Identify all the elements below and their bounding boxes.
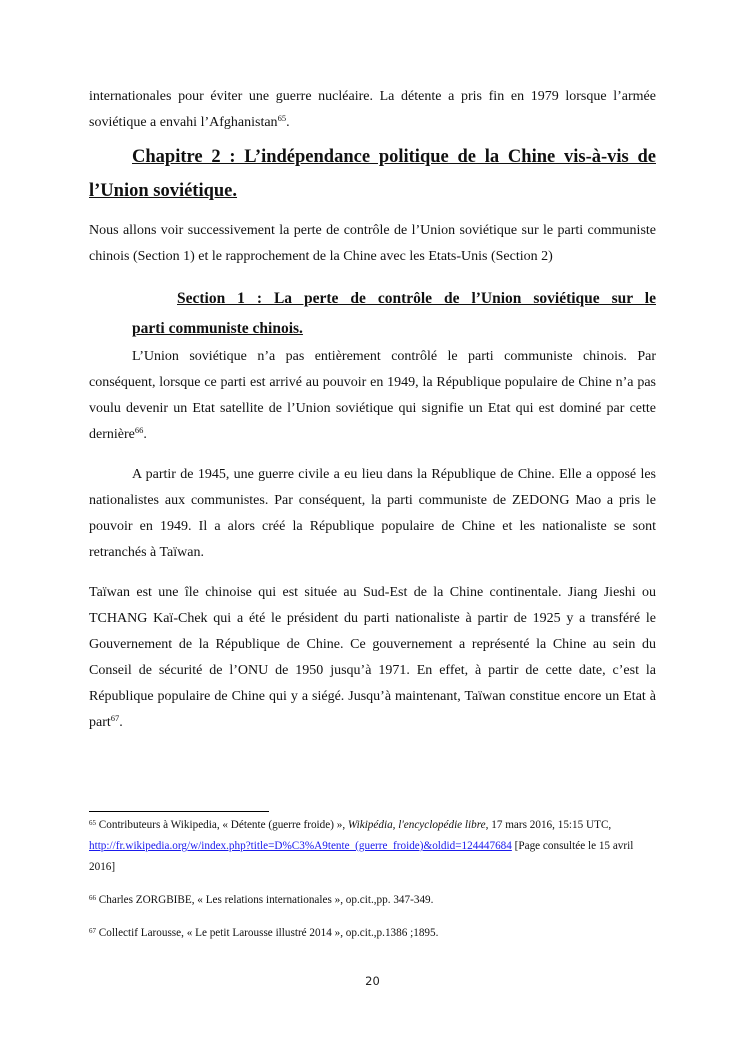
page-number: 20	[365, 974, 380, 988]
footnote-67-number: 67	[89, 927, 96, 935]
intro-paragraph	[89, 84, 656, 136]
paragraph-1-end: .	[143, 427, 147, 442]
footnotes	[89, 815, 656, 944]
chapter-intro-paragraph: Nous allons voir successivement la perte de contrôle de l’Union soviétique sur le parti communiste chinois (Section 1) et le rapprochement de la Chine avec les Etats-Unis (Section 2)	[89, 223, 656, 264]
paragraph-3-text: Taïwan est une île chinoise qui est située au Sud-Est de la Chine continentale. Jiang Jieshi ou TCHANG Kaï-Chek qui a été le président du parti nationaliste à partir de 1925 y a transféré le Gouvernement de la République de Chine. Ce gouvernement a représenté la Chine au sein du Conseil de sécurité de l’ONU de 1950 jusqu’à 1971. En effet, à partir de cette date, c’est la République populaire de Chine qui y a siégé. Jusqu’à maintenant, Taïwan constitue encore un Etat à part	[89, 585, 656, 730]
footnote-separator	[89, 811, 269, 812]
footnote-65-link[interactable]: http://fr.wikipedia.org/w/index.php?title=D%C3%A9tente_(guerre_froide)&oldid=124447684	[89, 840, 512, 852]
footnote-ref-65[interactable]: 65	[277, 113, 287, 123]
paragraph-2: A partir de 1945, une guerre civile a eu lieu dans la République de Chine. Elle a opposé les nationalistes aux communistes. Par conséquent, la parti communiste de ZEDONG Mao a pris le pouvoir en 1949. Il a alors créé la République populaire de Chine et les nationaliste se sont retranchés à Taïwan.	[89, 467, 656, 560]
footnote-67-text: Collectif Larousse, « Le petit Larousse illustré 2014 », op.cit.,p.1386 ;1895.	[96, 927, 439, 939]
footnote-65-number: 65	[89, 819, 96, 827]
footnote-ref-67[interactable]: 67	[110, 713, 120, 723]
footnote-65-italic-title: Wikipédia, l'encyclopédie libre,	[347, 819, 489, 831]
paragraph-3-end: .	[119, 715, 123, 730]
section-heading-line1: Section 1 : La perte de contrôle de l’Union soviétique sur le	[177, 290, 656, 307]
intro-text: internationales pour éviter une guerre nucléaire. La détente a pris fin en 1979 lorsque l’armée soviétique a envahi l’Afghanistan	[89, 89, 656, 130]
footnote-66-number: 66	[89, 894, 96, 902]
paragraph-1	[89, 344, 656, 448]
footnote-ref-66[interactable]: 66	[134, 425, 144, 435]
footnote-67	[89, 923, 656, 944]
footnote-66	[89, 890, 656, 911]
section-heading	[89, 284, 656, 344]
document-body	[89, 84, 656, 736]
footnote-65-consulted: [Page consultée le 15 avril 2016]	[89, 840, 634, 873]
paragraph-3	[89, 580, 656, 736]
footnote-65-text: Contributeurs à Wikipedia, « Détente (guerre froide) »,	[96, 819, 348, 831]
paragraph-1-text: L’Union soviétique n’a pas entièrement contrôlé le parti communiste chinois. Par conséquent, lorsque ce parti est arrivé au pouvoir en 1949, la République populaire de Chine n’a pas voulu devenir un Etat satellite de l’Union soviétique qui signifie un Etat qui est dominé par cette dernière	[89, 349, 656, 442]
chapter-heading: Chapitre 2 : L’indépendance politique de la Chine vis-à-vis de l’Union soviétique.	[89, 147, 656, 201]
section-heading-line2: parti communiste chinois.	[132, 320, 303, 337]
intro-end: .	[286, 115, 290, 130]
footnote-66-text: Charles ZORGBIBE, « Les relations internationales », op.cit.,pp. 347-349.	[96, 894, 434, 906]
footnote-65-date: 17 mars 2016, 15:15 UTC,	[488, 819, 612, 831]
footnote-65	[89, 815, 656, 878]
